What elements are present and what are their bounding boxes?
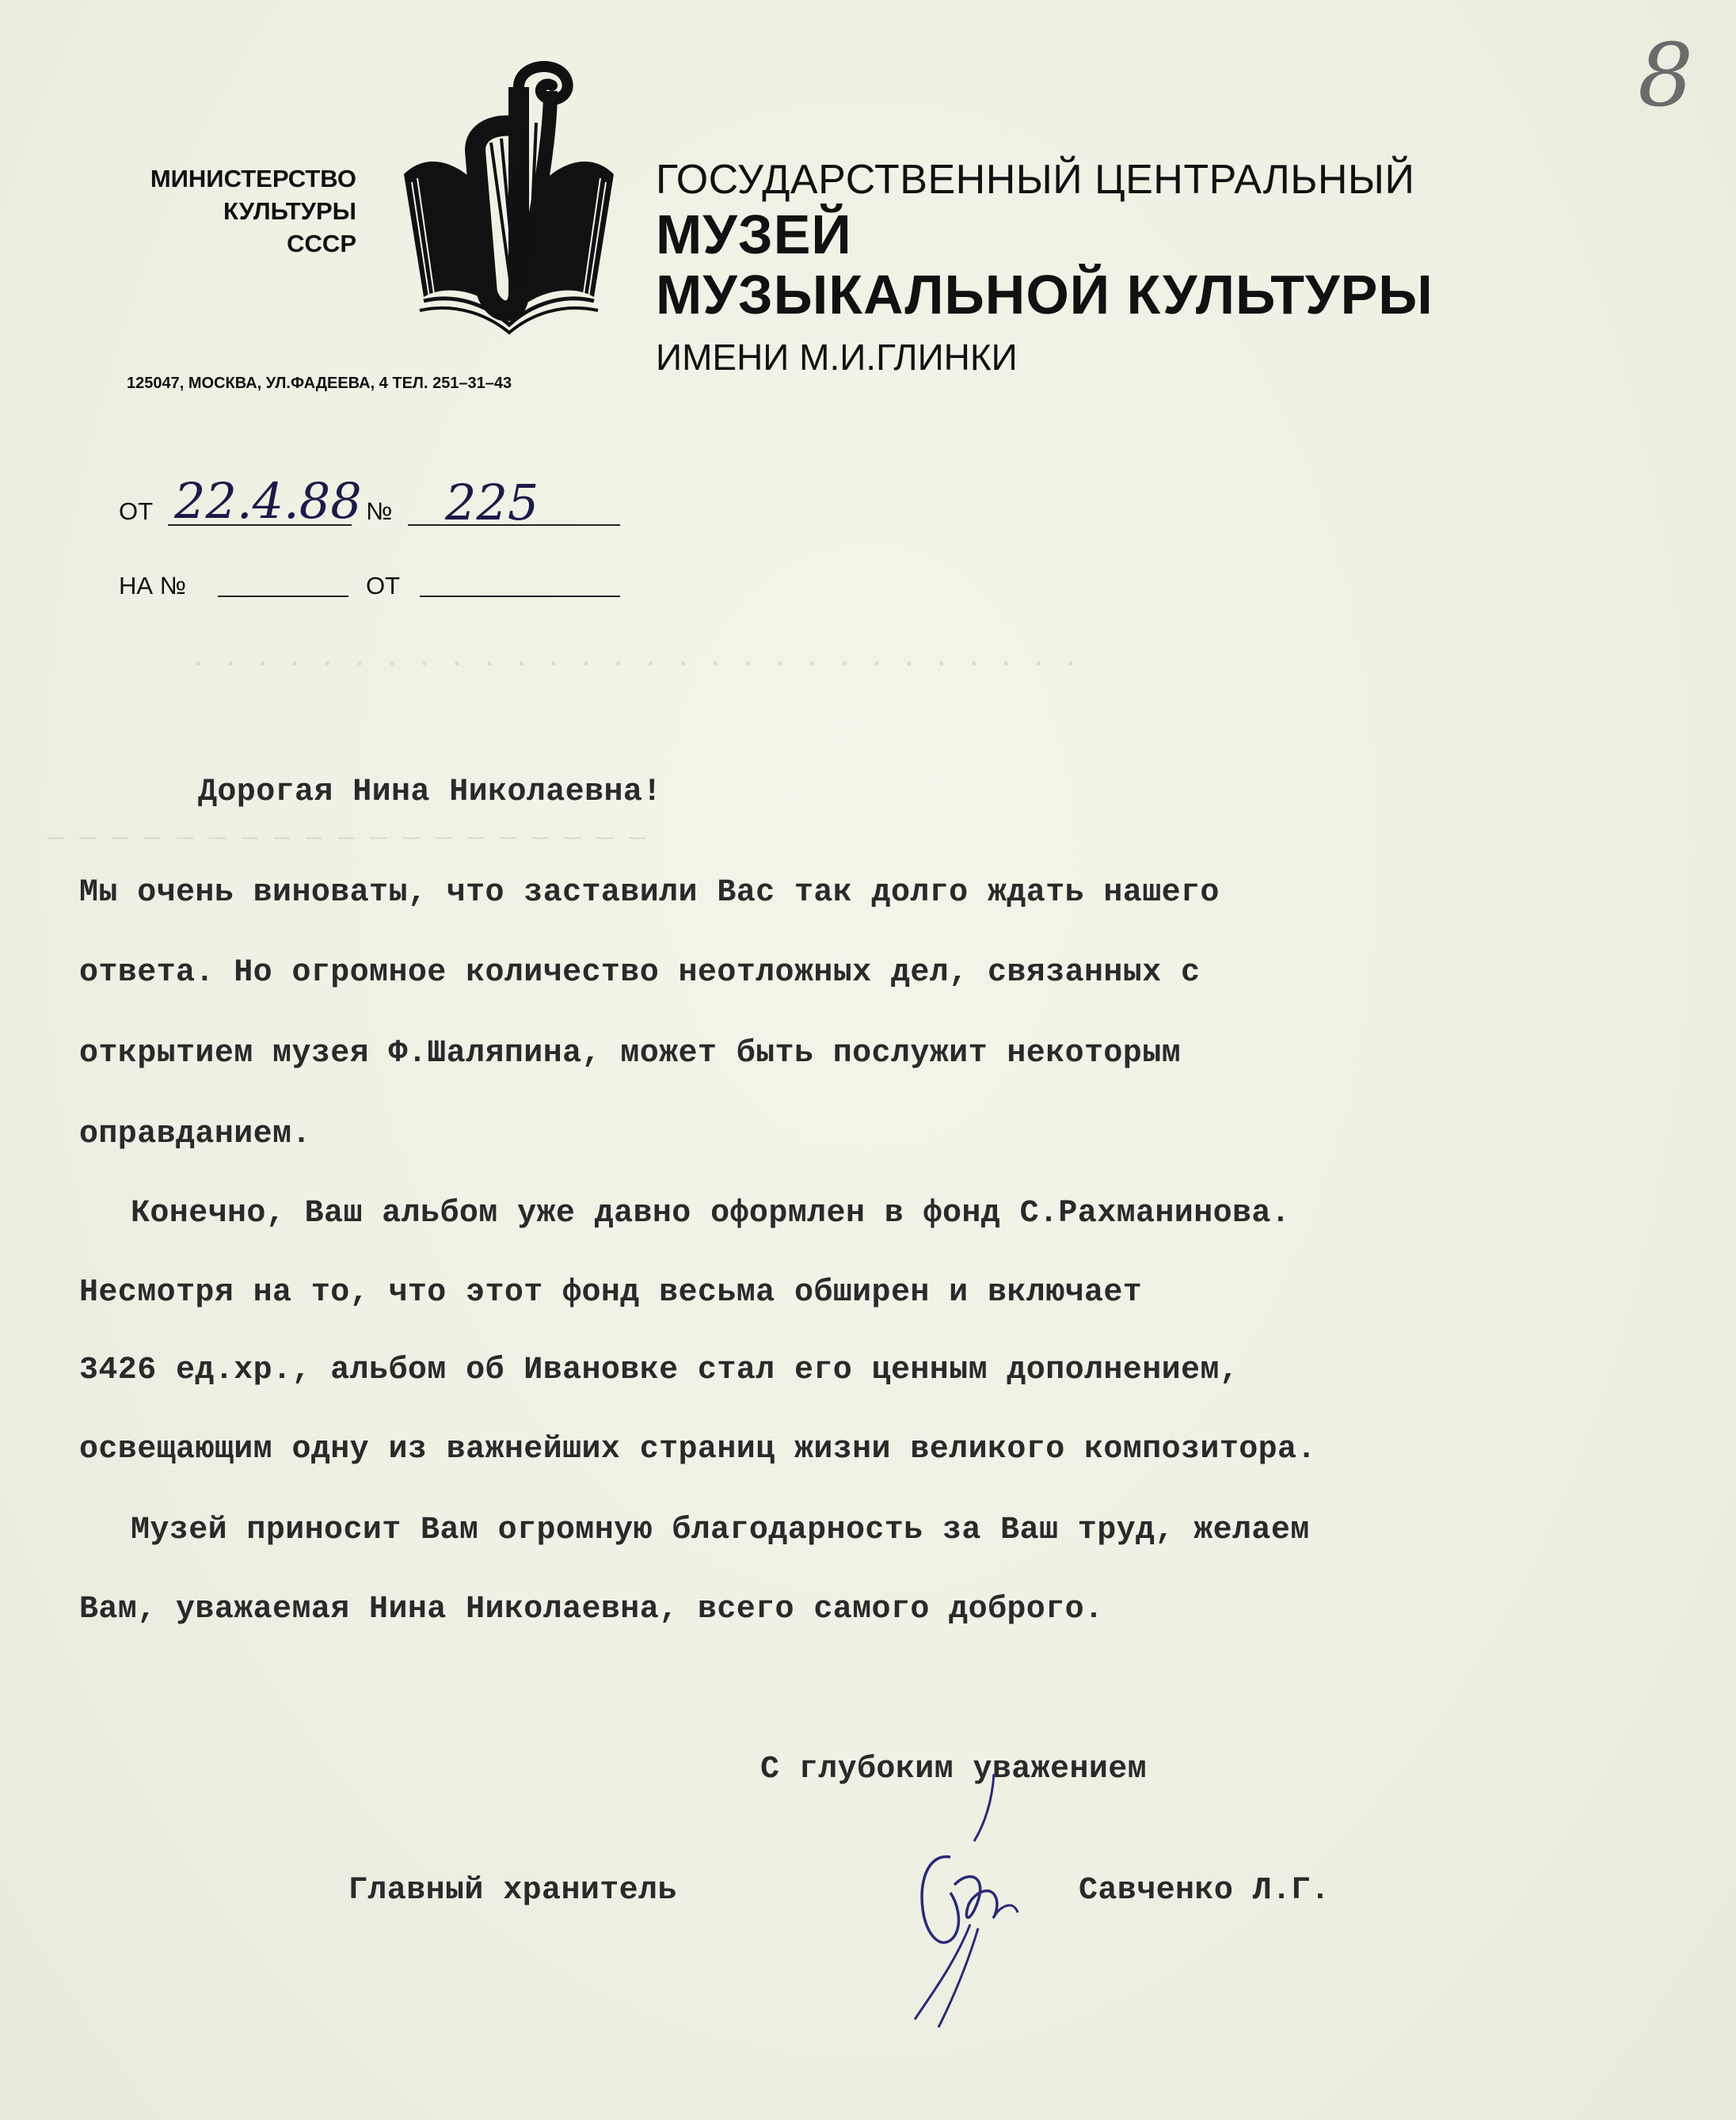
letter-line: Мы очень виноваты, что заставили Вас так долго ждать нашего [79, 875, 1220, 911]
letter-line: освещающим одну из важнейших страниц жизни великого композитора. [79, 1432, 1316, 1467]
reply-number-line [218, 596, 348, 597]
reply-number-label: НА № [119, 572, 186, 599]
museum-name-line4: ИМЕНИ М.И.ГЛИНКИ [656, 337, 1018, 378]
letter-line: Музей приносит Вам огромную благодарность за Ваш труд, желаем [131, 1513, 1310, 1548]
museum-name-line1: ГОСУДАРСТВЕННЫЙ ЦЕНТРАЛЬНЫЙ [656, 157, 1415, 203]
archive-page-number: 8 [1638, 25, 1693, 126]
letter-line: оправданием. [79, 1117, 311, 1152]
number-label: № [366, 497, 393, 525]
letter-line: ответа. Но огромное количество неотложных дел, связанных с [79, 955, 1201, 991]
signature-icon [875, 1766, 1034, 2035]
letter-line: 3426 ед.хр., альбом об Ивановке стал его ценным дополнением, [79, 1353, 1239, 1388]
date-label: ОТ [119, 497, 154, 525]
signer-title: Главный хранитель [348, 1873, 677, 1909]
ministry-line: МИНИСТЕРСТВО [150, 165, 356, 192]
museum-name-line2: МУЗЕЙ [656, 204, 852, 265]
reply-date-label: ОТ [366, 572, 401, 599]
museum-name-line3: МУЗЫКАЛЬНОЙ КУЛЬТУРЫ [656, 264, 1433, 325]
museum-logo-icon [400, 55, 618, 337]
handwritten-date: 22.4.88 [174, 472, 362, 530]
ministry-line: КУЛЬТУРЫ [223, 197, 356, 225]
bleed-through-texture: ― ― ― ― ― ― ― ― ― ― ― ― ― ― ― ― ― ― ― [48, 824, 645, 854]
letter-line: открытием музея Ф.Шаляпина, может быть послужит некоторым [79, 1036, 1182, 1071]
bleed-through-texture: · · · · · · · · · · · · · · · · · · · · · · · · · · · · [190, 649, 1079, 679]
museum-name-block [656, 155, 1433, 385]
ministry-line: СССР [287, 230, 356, 257]
reply-date-line [420, 596, 620, 597]
ministry-block [95, 162, 356, 260]
signer-name: Савченко Л.Г. [1079, 1873, 1331, 1909]
salutation: Дорогая Нина Николаевна! [198, 775, 662, 810]
handwritten-number: 225 [445, 474, 539, 531]
letter-line: Вам, уважаемая Нина Николаевна, всего самого доброго. [79, 1592, 1104, 1627]
letter-line: Конечно, Ваш альбом уже давно оформлен в фонд С.Рахманинова. [131, 1196, 1291, 1231]
closing: С глубоким уважением [760, 1752, 1148, 1787]
museum-address: 125047, МОСКВА, УЛ.ФАДЕЕВА, 4 ТЕЛ. 251–31–43 [127, 375, 512, 392]
letter-line: Несмотря на то, что этот фонд весьма обширен и включает [79, 1275, 1143, 1311]
